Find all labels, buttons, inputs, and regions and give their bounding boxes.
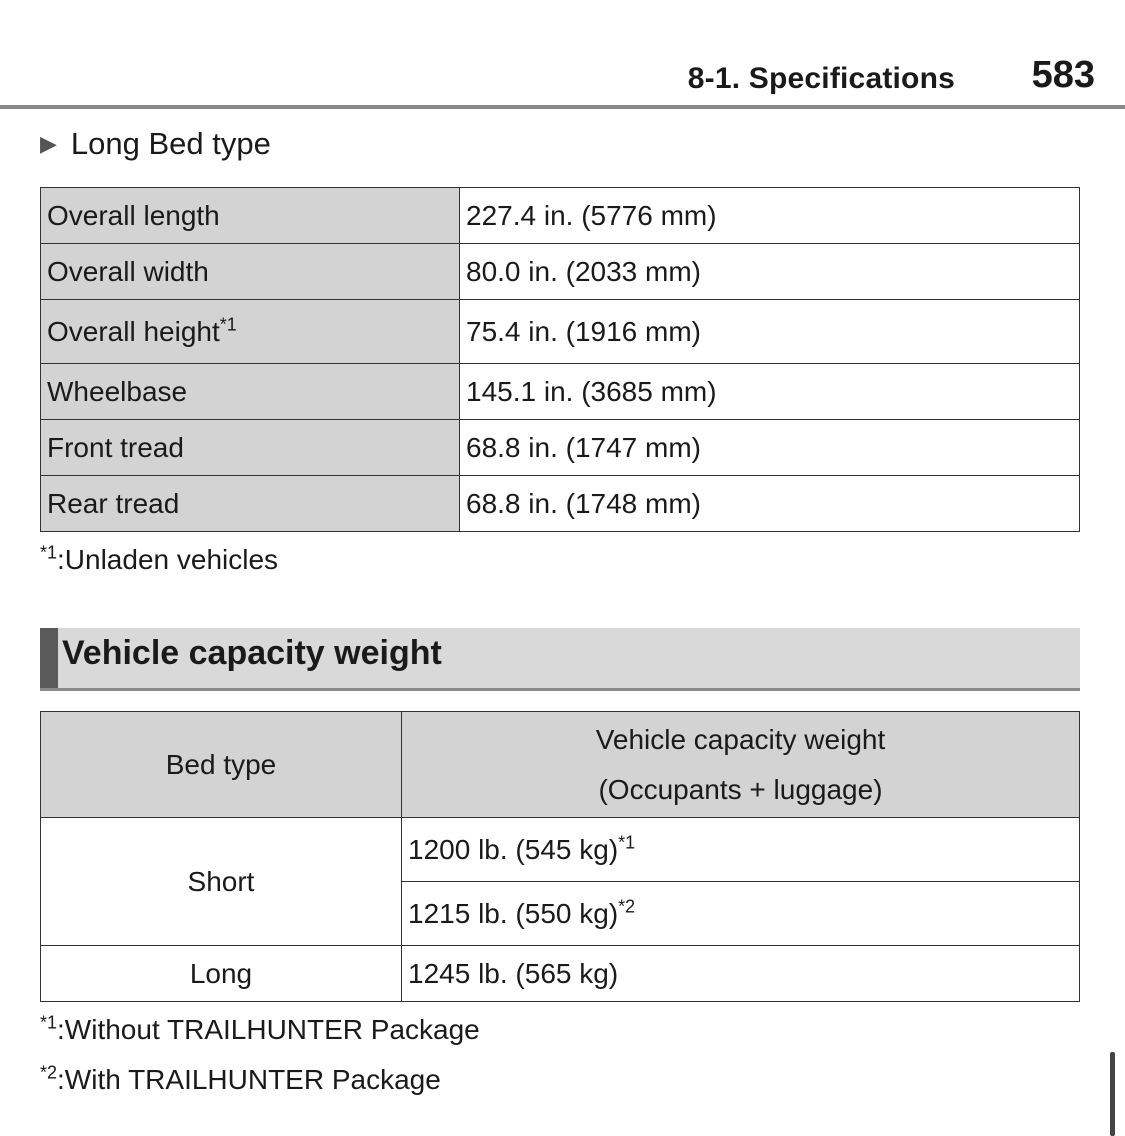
dimension-value: 68.8 in. (1748 mm): [460, 476, 1080, 532]
footnote-text: :With TRAILHUNTER Package: [57, 1064, 441, 1095]
footnote-marker: *2: [618, 896, 636, 917]
long-bed-subheading: [40, 126, 271, 162]
capacity-weight-table: [40, 711, 1080, 1002]
footnote-marker: *1: [219, 314, 237, 335]
capacity-value: 1215 lb. (550 kg)$^{*2}$: [402, 882, 1080, 946]
bed-type-short: Short: [41, 818, 402, 946]
dimension-label: Overall width: [41, 244, 460, 300]
capacity-value: 1245 lb. (565 kg): [402, 946, 1080, 1002]
dimension-value: 227.4 in. (5776 mm): [460, 188, 1080, 244]
table-row: [41, 946, 1080, 1002]
footnote-marker: *1: [40, 1012, 58, 1033]
dimensions-table: [40, 187, 1080, 532]
bed-type-header: Bed type: [41, 712, 402, 818]
table-row: [41, 420, 1080, 476]
table-row: [41, 364, 1080, 420]
footnote-marker: *2: [40, 1062, 58, 1083]
table-header-row: [41, 712, 1080, 818]
page-header: [0, 0, 1125, 108]
dimension-value: 80.0 in. (2033 mm): [460, 244, 1080, 300]
capacity-footnote-2: [40, 1064, 441, 1096]
dimension-label: Front tread: [41, 420, 460, 476]
section-title: Vehicle capacity weight: [62, 634, 442, 672]
footnote-marker: *1: [40, 542, 58, 563]
bed-type-long: Long: [41, 946, 402, 1002]
section-heading: 8-1. Specifications: [687, 62, 955, 95]
dimension-value: 75.4 in. (1916 mm): [460, 300, 1080, 364]
dimensions-footnote: [40, 544, 278, 576]
footnote-text: :Without TRAILHUNTER Package: [57, 1014, 480, 1045]
subheading-text: Long Bed type: [70, 126, 271, 161]
section-accent-bar: [40, 628, 58, 688]
capacity-value: 1200 lb. (545 kg)$^{*1}$: [402, 818, 1080, 882]
page-number: 583: [1031, 54, 1095, 96]
table-row: [41, 188, 1080, 244]
capacity-footnote-1: [40, 1014, 480, 1046]
table-row: [41, 244, 1080, 300]
dimension-label: Rear tread: [41, 476, 460, 532]
footnote-text: :Unladen vehicles: [57, 544, 279, 575]
scrollbar-thumb[interactable]: [1110, 1052, 1115, 1136]
table-row: [41, 300, 1080, 364]
table-row: [41, 818, 1080, 882]
table-row: [41, 476, 1080, 532]
triangle-bullet-icon: ▶: [40, 131, 57, 156]
header-divider: [0, 105, 1125, 109]
section-title-bar: [40, 628, 1080, 691]
dimension-label: Wheelbase: [41, 364, 460, 420]
dimension-value: 68.8 in. (1747 mm): [460, 420, 1080, 476]
footnote-marker: *1: [618, 832, 636, 853]
dimension-label: Overall height$^{*1}$: [41, 300, 460, 364]
dimension-value: 145.1 in. (3685 mm): [460, 364, 1080, 420]
dimension-label: Overall length: [41, 188, 460, 244]
capacity-weight-header: Vehicle capacity weight (Occupants + luggage): [402, 712, 1080, 818]
